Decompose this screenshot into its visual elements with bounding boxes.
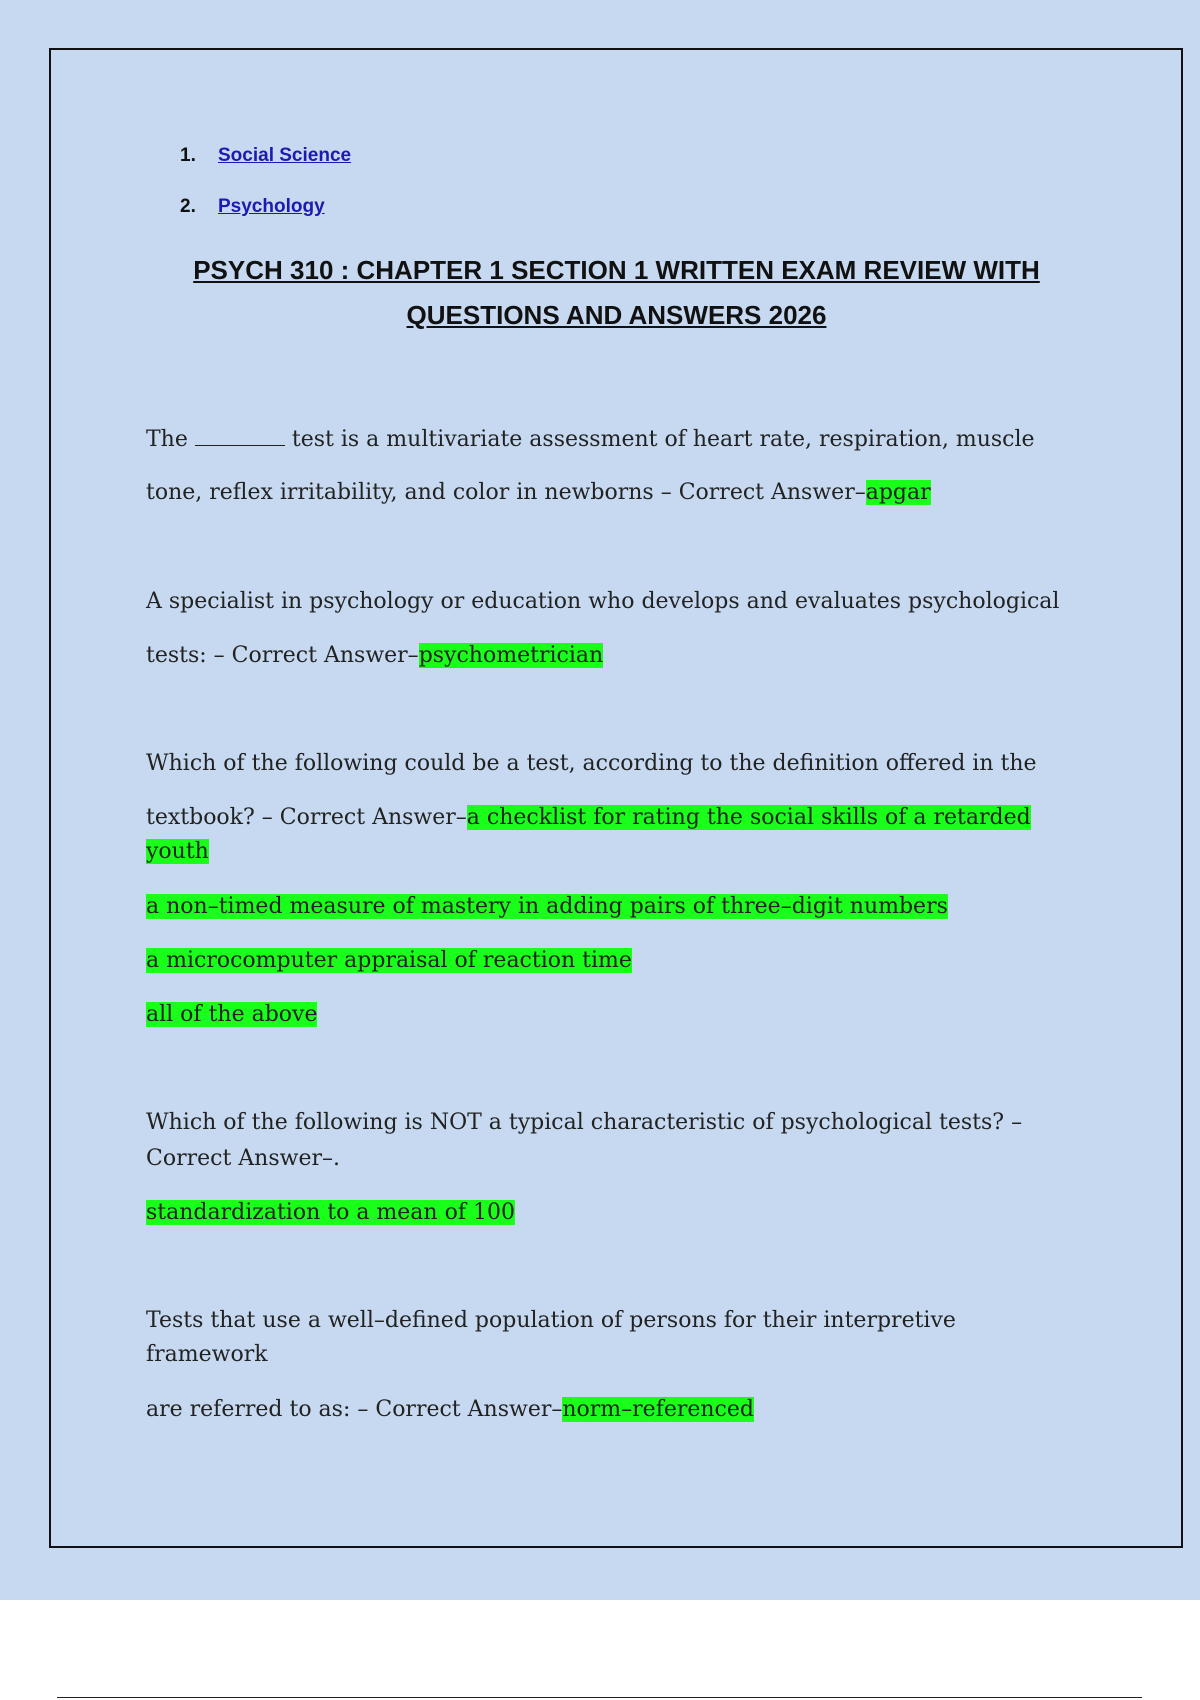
question-3-line-6 xyxy=(146,1002,317,1027)
highlighted-answer: a non–timed measure of mastery in adding pairs of three–digit numbers xyxy=(146,894,948,919)
question-1-line-2 xyxy=(146,480,931,505)
highlighted-answer: norm–referenced xyxy=(562,1397,754,1422)
highlighted-answer: a checklist for rating the social skills of a retarded xyxy=(466,805,1031,830)
question-5-line-3 xyxy=(146,1397,754,1422)
category-list xyxy=(180,145,351,247)
highlighted-answer: apgar xyxy=(865,480,931,505)
question-text: are referred to as: – Correct Answer– xyxy=(146,1397,563,1422)
list-number: 1. xyxy=(180,145,196,166)
category-item xyxy=(180,145,351,196)
question-text: The xyxy=(146,427,188,452)
document-title xyxy=(100,248,1133,338)
question-2-line-2 xyxy=(146,643,603,668)
question-5-line-1: Tests that use a well–defined population of persons for their interpretive xyxy=(146,1308,956,1333)
question-3-line-3 xyxy=(146,839,209,864)
highlighted-answer: a microcomputer appraisal of reaction time xyxy=(146,948,632,973)
question-text: tests: – Correct Answer– xyxy=(146,643,419,668)
category-link-psychology[interactable]: Psychology xyxy=(218,196,325,217)
question-4-line-1: Which of the following is NOT a typical characteristic of psychological tests? – xyxy=(146,1110,1023,1135)
question-4-line-2: Correct Answer–. xyxy=(146,1146,340,1171)
title-line-1: PSYCH 310 : CHAPTER 1 SECTION 1 WRITTEN EXAM REVIEW WITH xyxy=(193,255,1040,285)
category-item xyxy=(180,196,351,247)
title-line-2: QUESTIONS AND ANSWERS 2026 xyxy=(406,300,827,330)
highlighted-answer: psychometrician xyxy=(418,643,604,668)
highlighted-answer: all of the above xyxy=(146,1002,318,1027)
highlighted-answer: standardization to a mean of 100 xyxy=(146,1200,515,1225)
question-5-line-2: framework xyxy=(146,1342,268,1367)
question-3-line-4 xyxy=(146,894,948,919)
category-link-social-science[interactable]: Social Science xyxy=(218,145,352,166)
question-text: test is a multivariate assessment of heart rate, respiration, muscle xyxy=(291,427,1035,452)
footer-rule xyxy=(57,1697,1142,1698)
fill-in-blank xyxy=(195,425,285,446)
question-4-line-3 xyxy=(146,1200,515,1225)
question-text: tone, reflex irritability, and color in newborns – Correct Answer– xyxy=(146,480,866,505)
list-number: 2. xyxy=(180,196,196,217)
question-3-line-2 xyxy=(146,805,1031,830)
question-3-line-5 xyxy=(146,948,632,973)
question-1-line-1 xyxy=(146,425,1035,452)
question-2-line-1: A specialist in psychology or education who develops and evaluates psychological xyxy=(146,589,1060,614)
question-text: textbook? – Correct Answer– xyxy=(146,805,467,830)
question-3-line-1: Which of the following could be a test, according to the definition offered in the xyxy=(146,751,1037,776)
highlighted-answer: youth xyxy=(146,839,209,864)
